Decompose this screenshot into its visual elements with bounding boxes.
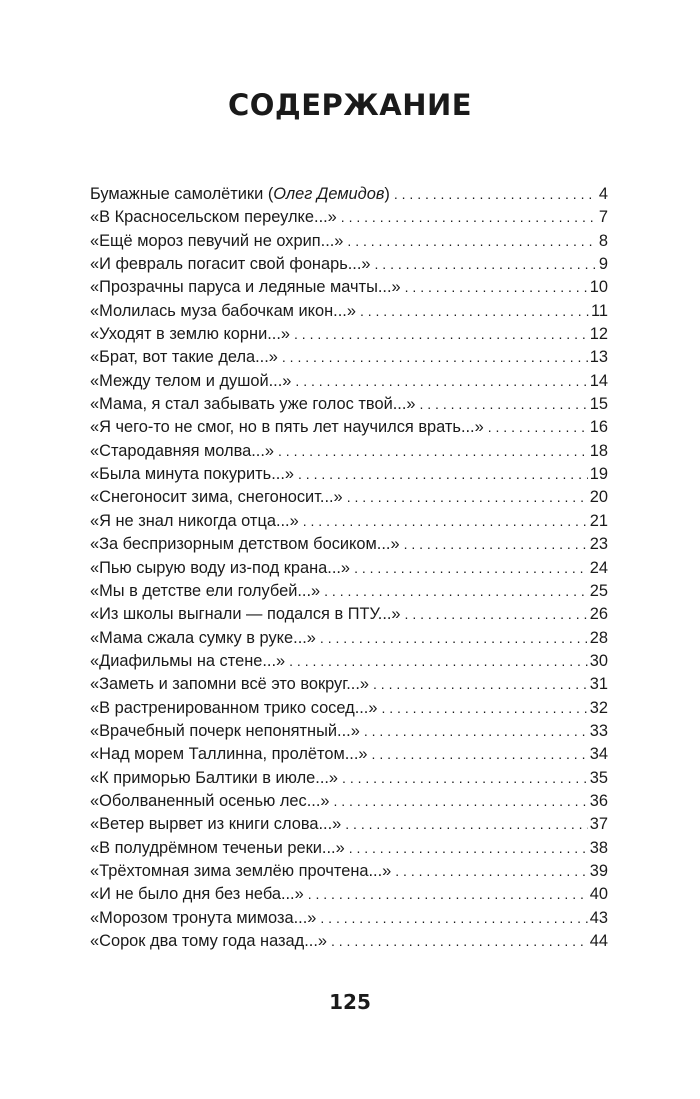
toc-entry [90,697,608,720]
toc-entry-title: «И не было дня без неба...» [90,885,304,904]
toc-entry [90,930,608,953]
toc-page-number: 32 [589,698,608,717]
page-number: 125 [329,990,371,1014]
toc-page-number: 38 [589,838,608,857]
toc-page-number: 23 [589,535,608,554]
toc-entry-title: «В полудрёмном теченьи реки...» [90,838,345,857]
toc-dot-leader [364,720,588,743]
toc-dot-leader [404,533,588,556]
toc-entry-title: «Мама, я стал забывать уже голос твой...» [90,395,416,414]
toc-entry-title: «Мы в детстве ели голубей...» [90,581,321,600]
toc-page-number: 44 [589,932,608,950]
toc-page-number: 7 [598,208,608,227]
toc-entry-title: «Оболваненный осенью лес...» [90,791,330,810]
toc-entry-title: «Из школы выгнали — подался в ПТУ...» [90,605,401,624]
toc-entry [90,463,608,486]
toc-dot-leader [294,323,588,346]
toc-dot-leader [347,230,596,253]
toc-entry-title: «В растренированном трико сосед...» [90,698,378,717]
toc-entry-title: «Была минута покурить...» [90,465,295,484]
toc-entry [90,883,608,906]
toc-entry [90,837,608,860]
toc-entry-title: Бумажные самолётики (Олег Демидов) [90,185,390,203]
toc-entry [90,650,608,673]
toc-entry [90,393,608,416]
page-title: СОДЕРЖАНИЕ [227,88,473,122]
toc-dot-leader [331,930,588,953]
toc-entry [90,370,608,393]
toc-entry [90,206,608,229]
toc-dot-leader [395,860,587,883]
toc-dot-leader [354,557,588,580]
toc-entry-title: «Стародавняя молва...» [90,441,275,460]
toc-entry-title: «Между телом и душой...» [90,371,292,390]
toc-dot-leader [372,743,588,766]
toc-dot-leader [278,440,588,463]
toc-dot-leader [394,183,597,206]
toc-page-number: 39 [589,861,608,880]
toc-entry-title: «Снегоносит зима, снегоносит...» [90,488,343,507]
toc-entry [90,276,608,299]
toc-dot-leader [488,416,588,439]
toc-entry [90,183,608,206]
toc-entry [90,486,608,509]
toc-dot-leader [373,673,588,696]
toc-entry [90,673,608,696]
toc-dot-leader [342,767,588,790]
toc-dot-leader [303,510,588,533]
toc-entry [90,790,608,813]
toc-page-number: 8 [598,231,608,250]
toc-entry-title: «Диафильмы на стене...» [90,651,286,670]
toc-page-number: 20 [589,488,608,507]
toc-entry [90,346,608,369]
toc-page-number: 16 [589,418,608,437]
toc-page-number: 18 [589,441,608,460]
toc-page-number: 31 [589,675,608,694]
toc-entry [90,230,608,253]
toc-dot-leader [295,370,587,393]
toc-page-number: 28 [589,628,608,647]
toc-dot-leader [420,393,588,416]
toc-entry-title: «Брат, вот такие дела...» [90,348,278,367]
toc-entry-title: «Я чего-то не смог, но в пять лет научился врать...» [90,418,484,437]
toc-entry-title: «Я не знал никогда отца...» [90,511,299,530]
toc-entry [90,627,608,650]
toc-entry [90,907,608,930]
toc-entry [90,416,608,439]
toc-entry [90,603,608,626]
toc-page-number: 30 [589,651,608,670]
toc-entry-title: «Пью сырую воду из-под крана...» [90,558,351,577]
toc-entry-title: «Над морем Таллинна, пролётом...» [90,745,368,764]
toc-dot-leader [405,603,588,626]
toc-entry [90,253,608,276]
toc-entry [90,440,608,463]
toc-entry [90,580,608,603]
toc-entry [90,720,608,743]
toc-page-number: 13 [589,348,608,367]
toc-page-number: 25 [589,581,608,600]
toc-dot-leader [334,790,588,813]
toc-page-number: 4 [598,185,608,203]
toc-dot-leader [324,580,588,603]
toc-dot-leader [381,697,587,720]
toc-entry-title: «Морозом тронута мимоза...» [90,908,317,927]
toc-entry [90,557,608,580]
toc-entry-title: «Сорок два тому года назад...» [90,932,327,950]
toc-page-number: 19 [589,465,608,484]
toc-entry-title: «Трёхтомная зима землёю прочтена...» [90,861,392,880]
toc-entry-title: «Прозрачны паруса и ледяные мачты...» [90,278,401,297]
toc-page-number: 43 [589,908,608,927]
toc-dot-leader [289,650,588,673]
toc-dot-leader [308,883,588,906]
toc-entry [90,510,608,533]
toc-entry-title: «Ветер вырвет из книги слова...» [90,815,342,834]
toc-dot-leader [320,907,587,930]
toc-page-number: 35 [589,768,608,787]
toc-entry [90,813,608,836]
toc-dot-leader [345,813,588,836]
toc-entry [90,743,608,766]
toc-page-number: 12 [589,325,608,344]
toc-entry-title: «Уходят в землю корни...» [90,325,291,344]
toc-entry [90,323,608,346]
toc-entry-title: «Заметь и запомни всё это вокруг...» [90,675,370,694]
toc-entry-title: «Ещё мороз певучий не охрип...» [90,231,344,250]
toc-page-number: 11 [590,301,608,320]
table-of-contents [90,183,608,953]
toc-page-number: 26 [589,605,608,624]
toc-entry-title: «В Красносельском переулке...» [90,208,337,227]
toc-dot-leader [360,300,589,323]
toc-entry-title: «За беспризорным детством босиком...» [90,535,400,554]
toc-dot-leader [375,253,597,276]
toc-page-number: 15 [589,395,608,414]
toc-dot-leader [320,627,588,650]
toc-entry [90,300,608,323]
toc-dot-leader [347,486,588,509]
toc-dot-leader [349,837,588,860]
toc-page-number: 33 [589,721,608,740]
toc-page-number: 37 [589,815,608,834]
toc-page-number: 9 [598,255,608,274]
toc-page-number: 21 [589,511,608,530]
toc-entry [90,533,608,556]
toc-page-number: 14 [589,371,608,390]
toc-entry-title: «И февраль погасит свой фонарь...» [90,255,371,274]
toc-entry [90,860,608,883]
toc-dot-leader [405,276,588,299]
toc-dot-leader [282,346,588,369]
toc-page-number: 36 [589,791,608,810]
toc-entry-title: «Мама сжала сумку в руке...» [90,628,316,647]
toc-entry-author: Олег Демидов [273,185,385,203]
toc-entry-title: «Молилась муза бабочкам икон...» [90,301,356,320]
toc-dot-leader [298,463,588,486]
toc-entry [90,767,608,790]
toc-page-number: 10 [589,278,608,297]
toc-page-number: 34 [589,745,608,764]
toc-page-number: 40 [589,885,608,904]
toc-page-number: 24 [589,558,608,577]
toc-entry-title: «Врачебный почерк непонятный...» [90,721,360,740]
toc-entry-title: «К приморью Балтики в июле...» [90,768,339,787]
toc-dot-leader [341,206,597,229]
